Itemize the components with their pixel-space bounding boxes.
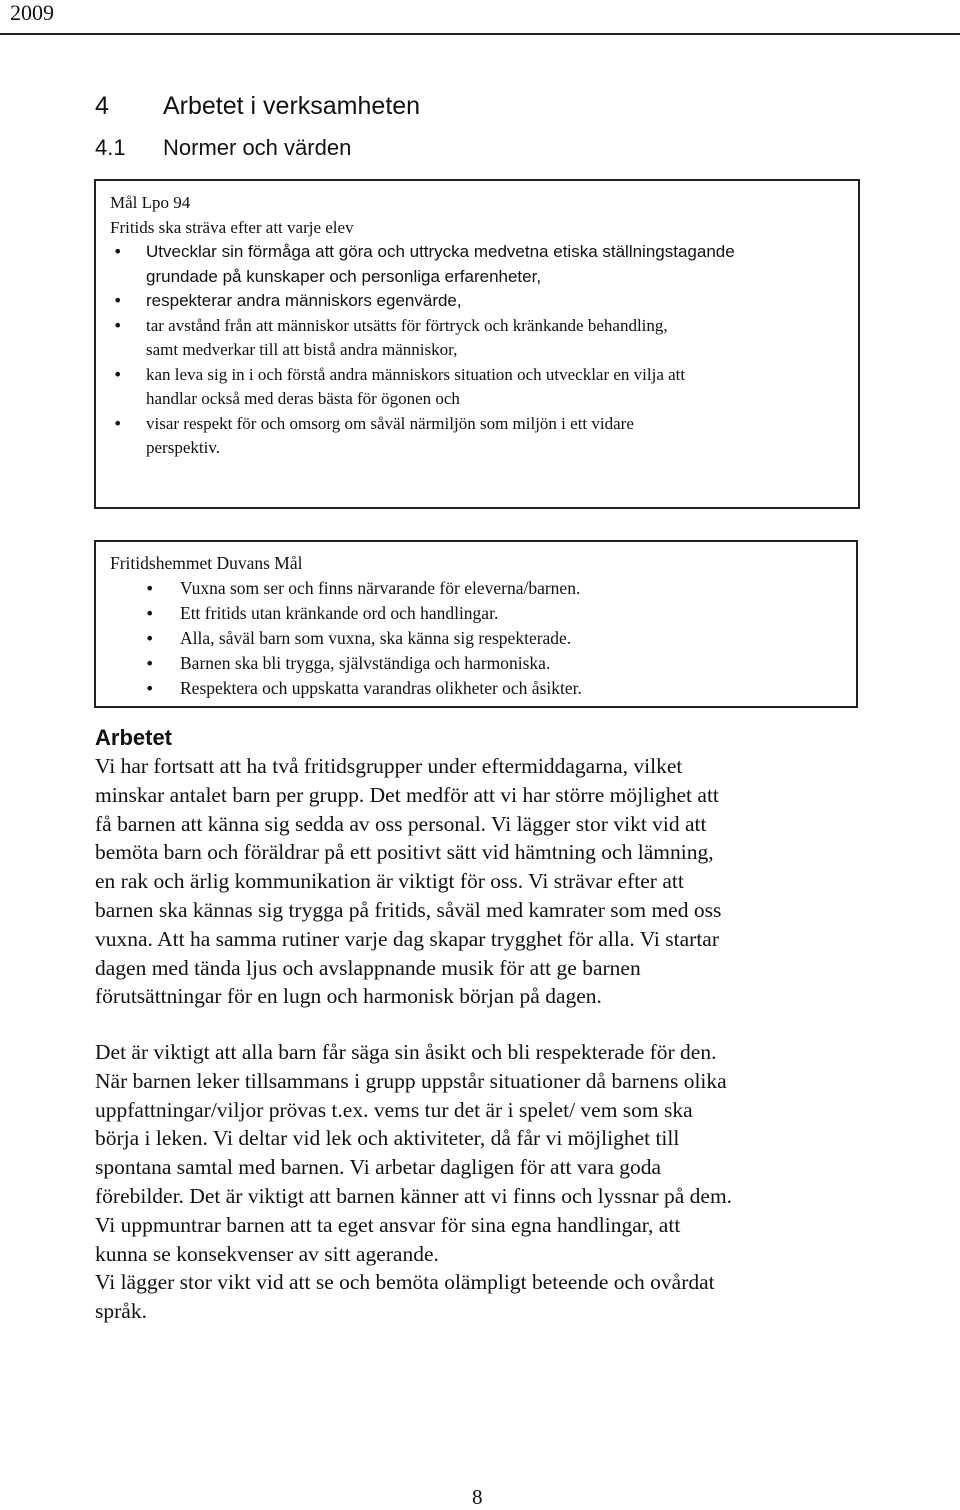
paragraph-line: förutsättningar för en lugn och harmonisk början på dagen. xyxy=(95,984,602,1009)
bullet-icon: • xyxy=(113,315,123,335)
paragraph-line: förebilder. Det är viktigt att barnen känner att vi finns och lyssnar på dem. xyxy=(95,1183,733,1208)
paragraph-line: vuxna. Att ha samma rutiner varje dag skapar trygghet för alla. Vi startar xyxy=(95,926,719,951)
paragraph-line: en rak och ärlig kommunikation är viktigt för oss. Vi strävar efter att xyxy=(95,869,684,894)
list-item-line: Utvecklar sin förmåga att göra och uttrycka medvetna etiska ställningstagande xyxy=(146,242,735,261)
list-item-line: perspektiv. xyxy=(146,438,220,457)
paragraph-line: få barnen att känna sig sedda av oss personal. Vi lägger stor vikt vid att xyxy=(95,811,707,836)
paragraph-line: Vi uppmuntrar barnen att ta eget ansvar för sina egna handlingar, att xyxy=(95,1212,681,1237)
bullet-icon: • xyxy=(113,291,123,310)
paragraph-line: spontana samtal med barnen. Vi arbetar dagligen för att vara goda xyxy=(95,1155,662,1180)
work-heading: Arbetet xyxy=(95,725,173,750)
bullet-icon: • xyxy=(113,364,123,384)
paragraph-line: barnen ska kännas sig trygga på fritids, såväl med kamrater som med oss xyxy=(95,897,722,922)
paragraph-line: minskar antalet barn per grupp. Det medför att vi har större möjlighet att xyxy=(95,782,719,807)
paragraph-line: När barnen leker tillsammans i grupp uppstår situationer då barnens olika xyxy=(95,1068,727,1093)
list-item-line: visar respekt för och omsorg om såväl närmiljön som miljön i ett vidare xyxy=(146,413,634,433)
bullet-icon: • xyxy=(145,654,155,673)
box-title: Mål Lpo 94 xyxy=(110,193,191,212)
bullet-icon: • xyxy=(145,679,155,698)
bullet-icon: • xyxy=(113,242,123,261)
list-item-line: grundade på kunskaper och personliga erfarenheter, xyxy=(146,266,542,286)
list-item-line: tar avstånd från att människor utsätts för förtryck och kränkande behandling, xyxy=(146,315,668,335)
section-title: Normer och värden xyxy=(163,135,352,160)
paragraph-line: Vi lägger stor vikt vid att se och bemöta olämpligt beteende och ovårdat xyxy=(95,1270,715,1295)
list-item xyxy=(110,412,858,461)
bullet-icon: • xyxy=(145,604,155,623)
list-item-text: Vuxna som ser och finns närvarande för eleverna/barnen. xyxy=(180,578,581,598)
paragraph-line: dagen med tända ljus och avslappnande musik för att ge barnen xyxy=(95,955,641,980)
box-intro: Fritids ska sträva efter att varje elev xyxy=(110,217,354,237)
header-divider xyxy=(0,33,960,35)
list-item xyxy=(110,363,858,412)
paragraph-line: kunna se konsekvenser av sitt agerande. xyxy=(95,1241,439,1266)
list-item-line: kan leva sig in i och förstå andra människors situation och utvecklar en vilja att xyxy=(146,364,686,384)
list-item xyxy=(110,626,856,651)
list-item xyxy=(110,651,856,676)
list-item-line: handlar också med deras bästa för ögonen och xyxy=(146,389,460,408)
list-item-line: respekterar andra människors egenvärde, xyxy=(146,291,462,310)
goals-lpo94-box xyxy=(94,179,860,509)
work-paragraph-1 xyxy=(95,752,885,1011)
box-title: Fritidshemmet Duvans Mål xyxy=(110,553,303,573)
work-paragraph-2 xyxy=(95,1038,885,1326)
list-item xyxy=(110,601,856,626)
chapter-number: 4 xyxy=(95,92,109,120)
paragraph-line: uppfattningar/viljor prövas t.ex. vems tur det är i spelet/ vem som ska xyxy=(95,1097,693,1122)
paragraph-line: Vi har fortsatt att ha två fritidsgrupper under eftermiddagarna, vilket xyxy=(95,754,683,778)
section-heading-norms xyxy=(95,135,351,161)
bullet-icon: • xyxy=(145,629,155,648)
list-item-text: Barnen ska bli trygga, självständiga och harmoniska. xyxy=(180,653,551,673)
goals-list xyxy=(110,576,856,701)
list-item-text: Respektera och uppskatta varandras olikheter och åsikter. xyxy=(180,678,582,698)
chapter-heading xyxy=(95,92,420,121)
chapter-title: Arbetet i verksamheten xyxy=(163,92,421,120)
list-item-text: Ett fritids utan kränkande ord och handlingar. xyxy=(180,603,499,623)
list-item xyxy=(110,676,856,701)
duvans-goals-box xyxy=(94,540,858,708)
list-item xyxy=(110,576,856,601)
list-item xyxy=(110,289,858,314)
paragraph-line: börja i leken. Vi deltar vid lek och aktiviteter, då får vi möjlighet till xyxy=(95,1126,680,1151)
paragraph-line: bemöta barn och föräldrar på ett positivt sätt vid hämtning och lämning, xyxy=(95,840,714,865)
page-number: 8 xyxy=(472,1485,483,1509)
paragraph-line: språk. xyxy=(95,1299,147,1324)
list-item-line: samt medverkar till att bistå andra människor, xyxy=(146,340,458,359)
list-item xyxy=(110,314,858,363)
bullet-icon: • xyxy=(145,579,155,598)
bullet-icon: • xyxy=(113,413,123,433)
list-item xyxy=(110,240,858,289)
paragraph-line: Det är viktigt att alla barn får säga sin åsikt och bli respekterade för den. xyxy=(95,1040,717,1064)
goals-list xyxy=(110,240,858,461)
section-number: 4.1 xyxy=(95,135,126,160)
header-year: 2009 xyxy=(10,0,54,25)
list-item-text: Alla, såväl barn som vuxna, ska känna sig respekterade. xyxy=(180,628,572,648)
